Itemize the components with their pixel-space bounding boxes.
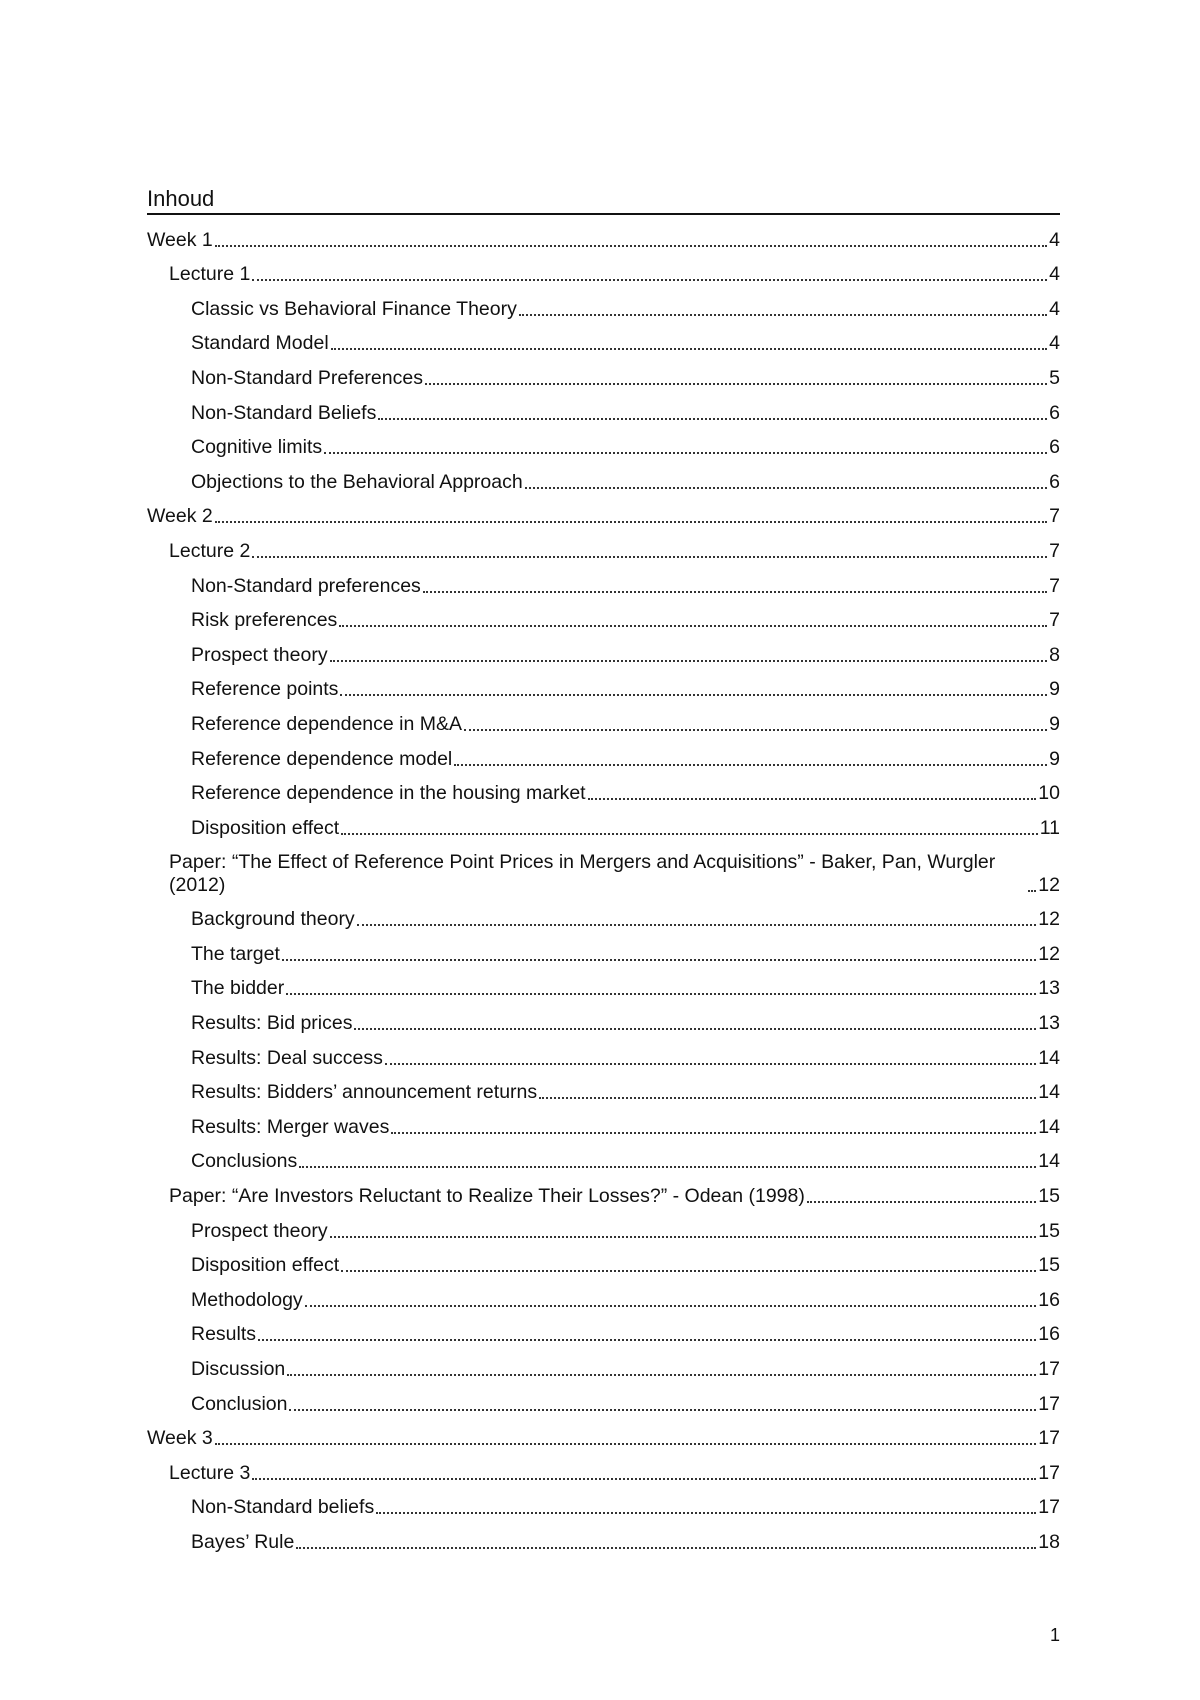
toc-entry[interactable]: [147, 494, 1060, 529]
toc-entry-title[interactable]: Week 1: [147, 228, 213, 251]
toc-dot-leader: [289, 1409, 1036, 1411]
toc-entry-title[interactable]: Risk preferences: [191, 609, 338, 632]
toc-entry-title[interactable]: Standard Model: [191, 332, 329, 355]
toc-dot-leader: [385, 1063, 1036, 1065]
toc-dot-leader: [525, 487, 1047, 489]
toc-entry-page[interactable]: 10: [1038, 782, 1060, 805]
toc-dot-leader: [539, 1097, 1036, 1099]
toc-entry-page[interactable]: 15: [1038, 1185, 1060, 1208]
toc-entry-page[interactable]: 8: [1049, 643, 1060, 666]
toc-entry[interactable]: [147, 1277, 1060, 1312]
toc-entry-title[interactable]: Disposition effect: [191, 816, 340, 839]
toc-entry[interactable]: [147, 1208, 1060, 1243]
toc-entry-title[interactable]: Conclusion: [191, 1392, 288, 1415]
toc-entry-page[interactable]: 17: [1038, 1496, 1060, 1519]
toc-entry[interactable]: [147, 966, 1060, 1001]
toc-entry-page[interactable]: 17: [1038, 1427, 1060, 1450]
toc-entry[interactable]: [147, 736, 1060, 771]
toc-entry-title[interactable]: Week 3: [147, 1427, 213, 1450]
toc-entry-title[interactable]: Conclusions: [191, 1150, 298, 1173]
toc-dot-leader: [341, 1270, 1036, 1272]
toc-entry[interactable]: [147, 632, 1060, 667]
toc-dot-leader: [286, 993, 1036, 995]
toc-entry[interactable]: [147, 1243, 1060, 1278]
toc-entry[interactable]: [147, 1173, 1060, 1208]
toc-dot-leader: [305, 1305, 1037, 1307]
toc-entry[interactable]: [147, 459, 1060, 494]
toc-entry-page[interactable]: 16: [1038, 1323, 1060, 1346]
toc-entry-title[interactable]: Classic vs Behavioral Finance Theory: [191, 297, 517, 320]
toc-entry[interactable]: [147, 598, 1060, 633]
toc-entry-page[interactable]: 6: [1049, 401, 1060, 424]
toc-entry[interactable]: [147, 321, 1060, 356]
toc-entry-title[interactable]: Paper: “Are Investors Reluctant to Realize Their Losses?” - Odean (1998): [169, 1185, 805, 1208]
toc-dot-leader: [252, 1478, 1036, 1480]
toc-entry-page[interactable]: 9: [1049, 678, 1060, 701]
toc-dot-leader: [423, 591, 1047, 593]
toc-entry[interactable]: [147, 1000, 1060, 1035]
toc-dot-leader: [215, 245, 1047, 247]
toc-entry[interactable]: [147, 1035, 1060, 1070]
toc-entry[interactable]: [147, 1519, 1060, 1554]
toc-entry[interactable]: [147, 805, 1060, 840]
toc-dot-leader: [296, 1547, 1036, 1549]
toc-entry[interactable]: [147, 1104, 1060, 1139]
toc-entry-page[interactable]: 7: [1049, 539, 1060, 562]
toc-entry-page[interactable]: 14: [1038, 1115, 1060, 1138]
toc-entry[interactable]: [147, 252, 1060, 287]
toc-dot-leader: [215, 1443, 1037, 1445]
toc-dot-leader: [324, 452, 1047, 454]
toc-entry-title[interactable]: Results: Merger waves: [191, 1115, 390, 1138]
toc-dot-leader: [339, 625, 1047, 627]
toc-entry-page[interactable]: 6: [1049, 436, 1060, 459]
toc-entry-title[interactable]: The target: [191, 942, 280, 965]
toc-entry-title[interactable]: Prospect theory: [191, 643, 328, 666]
toc-entry-page[interactable]: 17: [1038, 1461, 1060, 1484]
toc-entry-page[interactable]: 18: [1038, 1530, 1060, 1553]
toc-entry[interactable]: [147, 390, 1060, 425]
toc-dot-leader: [215, 521, 1047, 523]
toc-entry[interactable]: [147, 286, 1060, 321]
toc-entry-title[interactable]: Methodology: [191, 1288, 303, 1311]
toc-entry-title[interactable]: Lecture 1: [169, 263, 251, 286]
toc-dot-leader: [376, 1512, 1036, 1514]
toc-entry-title[interactable]: Reference dependence in M&A: [191, 712, 463, 735]
toc-entry-page[interactable]: 7: [1049, 574, 1060, 597]
toc-entry-page[interactable]: 16: [1038, 1288, 1060, 1311]
page-number: 1: [1049, 1625, 1060, 1645]
toc-entry-title[interactable]: Disposition effect: [191, 1254, 340, 1277]
toc-entry-title[interactable]: Non-Standard beliefs: [191, 1496, 375, 1519]
toc-dot-leader: [252, 279, 1047, 281]
toc-entry-page[interactable]: 15: [1038, 1219, 1060, 1242]
toc-dot-leader: [588, 798, 1037, 800]
toc-entry-title[interactable]: Reference dependence in the housing market: [191, 782, 586, 805]
toc-entry[interactable]: [147, 840, 1060, 897]
toc-entry-title[interactable]: Non-Standard Preferences: [191, 366, 423, 389]
toc-entry[interactable]: [147, 425, 1060, 460]
toc-entry[interactable]: [147, 1450, 1060, 1485]
toc-entry-title[interactable]: Non-Standard Beliefs: [191, 401, 377, 424]
toc-entry[interactable]: [147, 1381, 1060, 1416]
toc-entry-title[interactable]: Results: Deal success: [191, 1046, 383, 1069]
toc-dot-leader: [340, 694, 1047, 696]
toc-entry-page[interactable]: 14: [1038, 1081, 1060, 1104]
toc-entry[interactable]: [147, 217, 1060, 252]
toc-entry-title[interactable]: Bayes’ Rule: [191, 1530, 295, 1553]
toc-entry-title[interactable]: Paper: “The Effect of Reference Point Prices in Mergers and Acquisitions” - Baker, Pan, Wurgler (2012): [169, 850, 996, 896]
toc-entry-page[interactable]: 13: [1038, 977, 1060, 1000]
toc-entry[interactable]: [147, 897, 1060, 932]
toc-entry-title[interactable]: Reference dependence model: [191, 747, 453, 770]
toc-dot-leader: [258, 1339, 1036, 1341]
toc-entry-page[interactable]: 14: [1038, 1150, 1060, 1173]
toc-entry-title[interactable]: Reference points: [191, 678, 339, 701]
toc-entry[interactable]: [147, 1416, 1060, 1451]
toc-entry-title[interactable]: Week 2: [147, 505, 213, 528]
toc-entry-title[interactable]: The bidder: [191, 977, 285, 1000]
toc-dot-leader: [425, 383, 1047, 385]
toc-entry-title[interactable]: Results: [191, 1323, 257, 1346]
toc-dot-leader: [1028, 890, 1036, 892]
toc-entry-title[interactable]: Background theory: [191, 908, 355, 931]
toc-entry[interactable]: [147, 771, 1060, 806]
toc-dot-leader: [454, 764, 1047, 766]
toc-entry[interactable]: [147, 528, 1060, 563]
toc-dot-leader: [341, 833, 1038, 835]
toc-entry-title[interactable]: Prospect theory: [191, 1219, 328, 1242]
toc-entry-page[interactable]: 17: [1038, 1392, 1060, 1415]
toc-entry[interactable]: [147, 1312, 1060, 1347]
toc-entry[interactable]: [147, 701, 1060, 736]
toc-entry-page[interactable]: 11: [1039, 816, 1060, 839]
toc-dot-leader: [464, 729, 1047, 731]
toc-dot-leader: [330, 1236, 1037, 1238]
table-of-contents: [147, 186, 1060, 1554]
toc-dot-leader: [299, 1166, 1036, 1168]
toc-dot-leader: [354, 1028, 1036, 1030]
toc-entry[interactable]: [147, 1139, 1060, 1174]
toc-entry[interactable]: [147, 1346, 1060, 1381]
toc-list: [147, 217, 1060, 1554]
toc-dot-leader: [519, 314, 1047, 316]
toc-entry-title[interactable]: Results: Bidders’ announcement returns: [191, 1081, 538, 1104]
toc-entry-page[interactable]: 14: [1038, 1046, 1060, 1069]
toc-entry-page[interactable]: 12: [1038, 908, 1060, 931]
toc-entry-page[interactable]: 6: [1049, 470, 1060, 493]
toc-entry-page[interactable]: 7: [1049, 505, 1060, 528]
toc-entry-page[interactable]: 5: [1049, 366, 1060, 389]
toc-entry[interactable]: [147, 1485, 1060, 1520]
toc-dot-leader: [391, 1132, 1036, 1134]
toc-entry-page[interactable]: 4: [1049, 228, 1060, 251]
toc-dot-leader: [282, 959, 1036, 961]
toc-entry[interactable]: [147, 667, 1060, 702]
toc-entry-page[interactable]: 12: [1038, 942, 1060, 965]
toc-dot-leader: [357, 924, 1037, 926]
toc-entry-title[interactable]: Lecture 2: [169, 539, 251, 562]
toc-entry-page[interactable]: 7: [1049, 609, 1060, 632]
toc-dot-leader: [807, 1201, 1036, 1203]
toc-dot-leader: [331, 348, 1047, 350]
toc-entry-page[interactable]: 15: [1038, 1254, 1060, 1277]
toc-entry[interactable]: [147, 1070, 1060, 1105]
toc-entry-title[interactable]: Objections to the Behavioral Approach: [191, 470, 523, 493]
toc-heading: Inhoud: [147, 186, 1060, 215]
toc-entry[interactable]: [147, 931, 1060, 966]
toc-entry-title[interactable]: Discussion: [191, 1358, 286, 1380]
toc-dot-leader: [378, 418, 1047, 420]
toc-entry-title[interactable]: Non-Standard preferences: [191, 574, 421, 597]
toc-entry[interactable]: [147, 355, 1060, 390]
toc-entry-title[interactable]: Lecture 3: [169, 1461, 251, 1484]
toc-dot-leader: [287, 1374, 1036, 1376]
toc-dot-leader: [330, 660, 1048, 662]
toc-entry-title[interactable]: Cognitive limits: [191, 436, 323, 459]
toc-entry-page[interactable]: 4: [1049, 332, 1060, 355]
toc-entry-page[interactable]: 9: [1049, 747, 1060, 770]
toc-entry-page[interactable]: 12: [1038, 873, 1060, 896]
toc-entry[interactable]: [147, 563, 1060, 598]
toc-entry-page[interactable]: 17: [1038, 1358, 1060, 1380]
toc-entry-page[interactable]: 4: [1049, 263, 1060, 286]
toc-entry-title[interactable]: Results: Bid prices: [191, 1012, 353, 1035]
toc-dot-leader: [252, 556, 1047, 558]
toc-entry-page[interactable]: 4: [1049, 297, 1060, 320]
toc-entry-page[interactable]: 13: [1038, 1012, 1060, 1035]
toc-entry-page[interactable]: 9: [1049, 712, 1060, 735]
